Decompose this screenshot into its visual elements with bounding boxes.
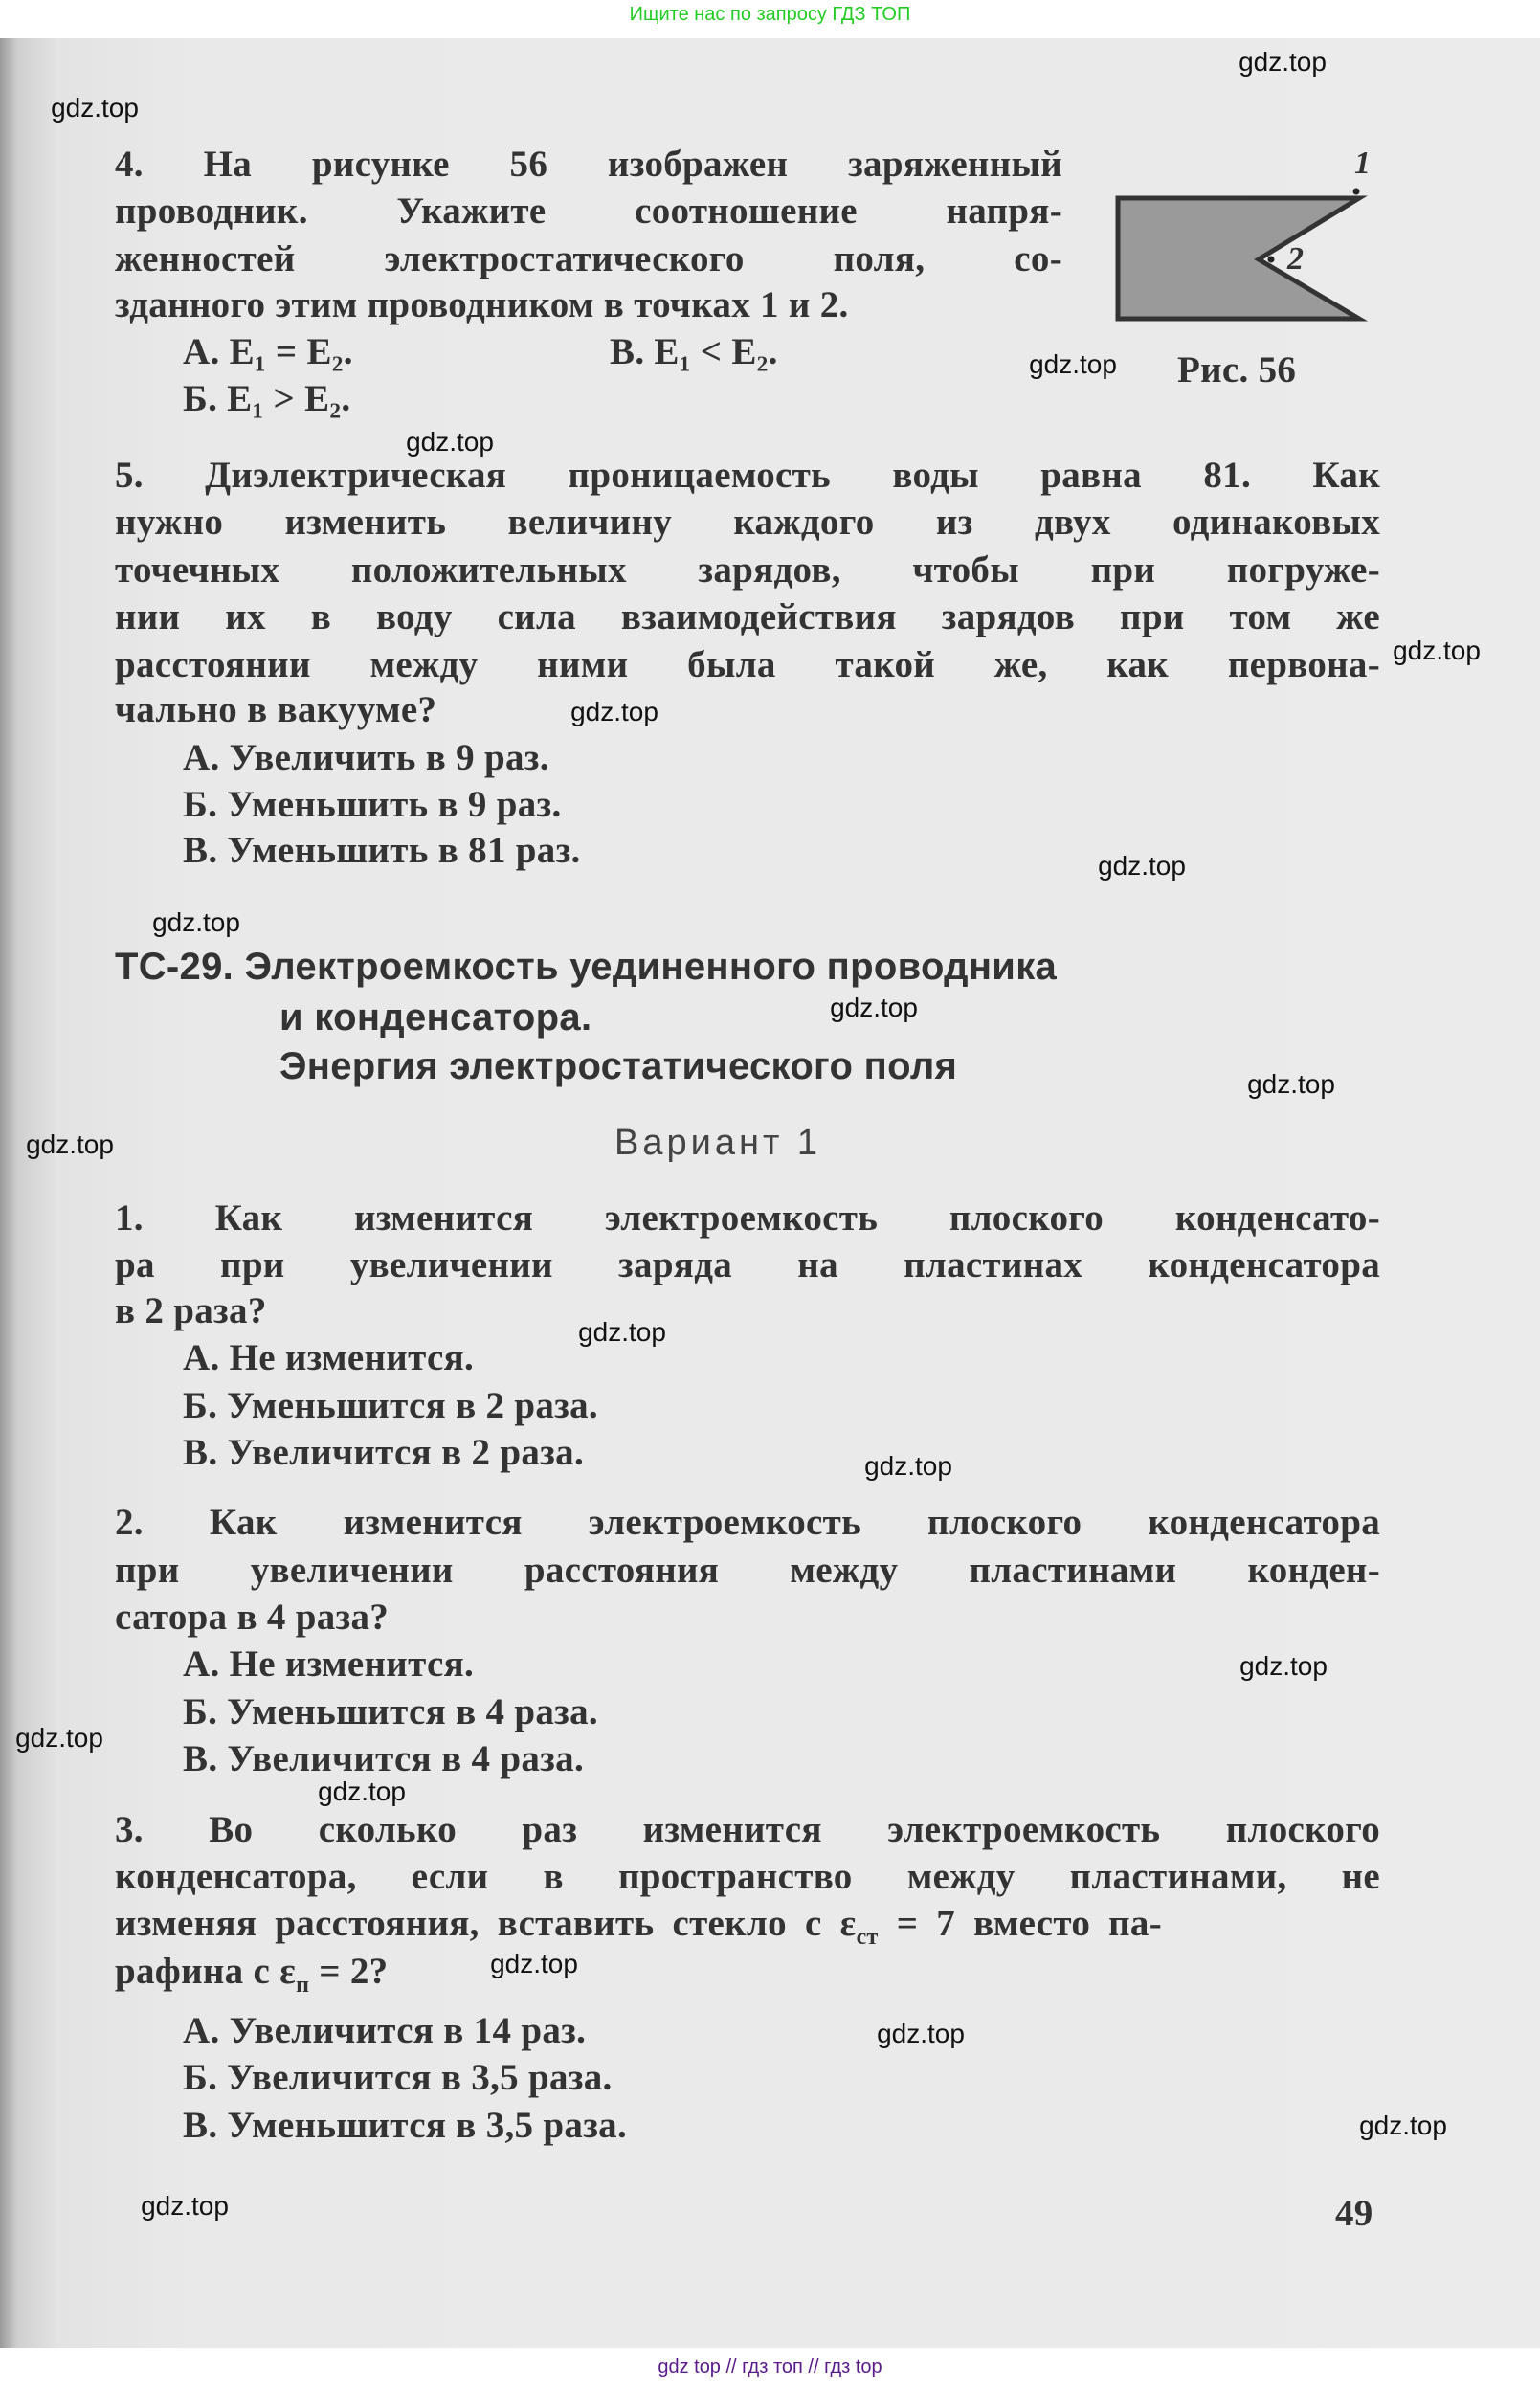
watermark: gdz.top: [578, 1317, 666, 1347]
watermark: gdz.top: [141, 2191, 229, 2221]
t3-line: 3. Во сколько раз изменится электроемкость плоского: [115, 1809, 1380, 1850]
figure-caption: Рис. 56: [1177, 349, 1297, 391]
footer-links[interactable]: gdz top // гдз топ // гдз top: [658, 2357, 882, 2378]
q5-line: расстоянии между ними была такой же, как первона-: [115, 644, 1380, 685]
q5-option: Б. Уменьшить в 9 раз.: [183, 784, 562, 825]
watermark: gdz.top: [1239, 47, 1327, 77]
point-1-label: 1: [1354, 145, 1372, 181]
t2-option: В. Увеличится в 4 раза.: [183, 1738, 584, 1779]
t1-option: А. Не изменится.: [183, 1337, 475, 1378]
watermark: gdz.top: [1393, 636, 1481, 665]
watermark: gdz.top: [830, 993, 918, 1022]
t3-option: А. Увеличится в 14 раз.: [183, 2010, 587, 2051]
watermark: gdz.top: [877, 2019, 965, 2048]
t3-option: Б. Увеличится в 3,5 раза.: [183, 2057, 613, 2098]
t2-line: 2. Как изменится электроемкость плоского конденсатора: [115, 1502, 1380, 1543]
watermark: gdz.top: [1359, 2111, 1447, 2140]
section-title: ТС-29. Электроемкость уединенного проводника: [115, 946, 1058, 988]
watermark: gdz.top: [570, 697, 658, 726]
epsilon-subscript: п: [296, 1972, 310, 1998]
t3-line: [115, 1948, 389, 1998]
point-2-label: 2: [1287, 241, 1305, 277]
t3-text: = 2?: [309, 1951, 389, 1992]
watermark: gdz.top: [26, 1129, 114, 1159]
q5-line: чально в вакууме?: [115, 689, 437, 730]
watermark: gdz.top: [15, 1723, 103, 1753]
q4-line: женностей электростатического поля, со-: [115, 238, 1062, 279]
search-banner[interactable]: Ищите нас по запросу ГДЗ ТОП: [629, 4, 911, 25]
watermark: gdz.top: [152, 907, 240, 937]
q5-line: 5. Диэлектрическая проницаемость воды равна 81. Как: [115, 455, 1380, 496]
t2-option: А. Не изменится.: [183, 1643, 475, 1685]
watermark: gdz.top: [51, 93, 139, 123]
watermark: gdz.top: [1239, 1651, 1328, 1681]
t2-option: Б. Уменьшится в 4 раза.: [183, 1691, 598, 1732]
q4-line: зданного этим проводником в точках 1 и 2.: [115, 284, 849, 325]
page-number: 49: [1335, 2193, 1373, 2234]
section-title: Энергия электростатического поля: [279, 1045, 958, 1087]
watermark: gdz.top: [864, 1451, 952, 1481]
t3-option: В. Уменьшится в 3,5 раза.: [183, 2105, 628, 2146]
t1-line: в 2 раза?: [115, 1290, 267, 1331]
t3-text: изменяя расстояния, вставить стекло с ε: [115, 1903, 857, 1944]
section-title: и конденсатора.: [279, 996, 592, 1039]
q5-option: А. Увеличить в 9 раз.: [183, 737, 549, 778]
t1-option: В. Увеличится в 2 раза.: [183, 1432, 584, 1473]
variant-label: Вариант 1: [614, 1123, 822, 1163]
q4-line: 4. На рисунке 56 изображен заряженный: [115, 144, 1062, 185]
q4-option-b: Б. E₁ > E₂.: [183, 378, 351, 419]
t1-line: 1. Как изменится электроемкость плоского конденсато-: [115, 1197, 1380, 1239]
t1-line: ра при увеличении заряда на пластинах конденсатора: [115, 1244, 1380, 1285]
q4-option-v: В. E₁ < E₂.: [610, 331, 778, 372]
q4-option-a: А. E₁ = E₂.: [183, 331, 353, 372]
t3-text: рафина с ε: [115, 1951, 297, 1992]
q5-line: точечных положительных зарядов, чтобы при погруже-: [115, 549, 1380, 591]
q5-line: нужно изменить величину каждого из двух одинаковых: [115, 502, 1380, 543]
t3-text: = 7 вместо па-: [878, 1903, 1163, 1944]
epsilon-subscript: ст: [856, 1924, 879, 1950]
point-1-dot: [1353, 189, 1360, 195]
watermark: gdz.top: [406, 427, 494, 457]
watermark: gdz.top: [490, 1949, 578, 1978]
point-2-dot: [1268, 257, 1275, 263]
t2-line: сатора в 4 раза?: [115, 1597, 390, 1638]
watermark: gdz.top: [318, 1776, 406, 1806]
t1-option: Б. Уменьшится в 2 раза.: [183, 1385, 598, 1426]
t2-line: при увеличении расстояния между пластинами конден-: [115, 1550, 1380, 1591]
watermark: gdz.top: [1247, 1069, 1335, 1099]
t3-line: конденсатора, если в пространство между пластинами, не: [115, 1856, 1380, 1897]
q5-line: нии их в воду сила взаимодействия зарядов при том же: [115, 596, 1380, 637]
q4-line: проводник. Укажите соотношение напря-: [115, 190, 1062, 232]
watermark: gdz.top: [1029, 349, 1117, 379]
t3-line: [115, 1900, 1380, 1950]
figure-56-conductor: [1101, 144, 1378, 335]
watermark: gdz.top: [1098, 851, 1186, 881]
q5-option: В. Уменьшить в 81 раз.: [183, 830, 581, 871]
